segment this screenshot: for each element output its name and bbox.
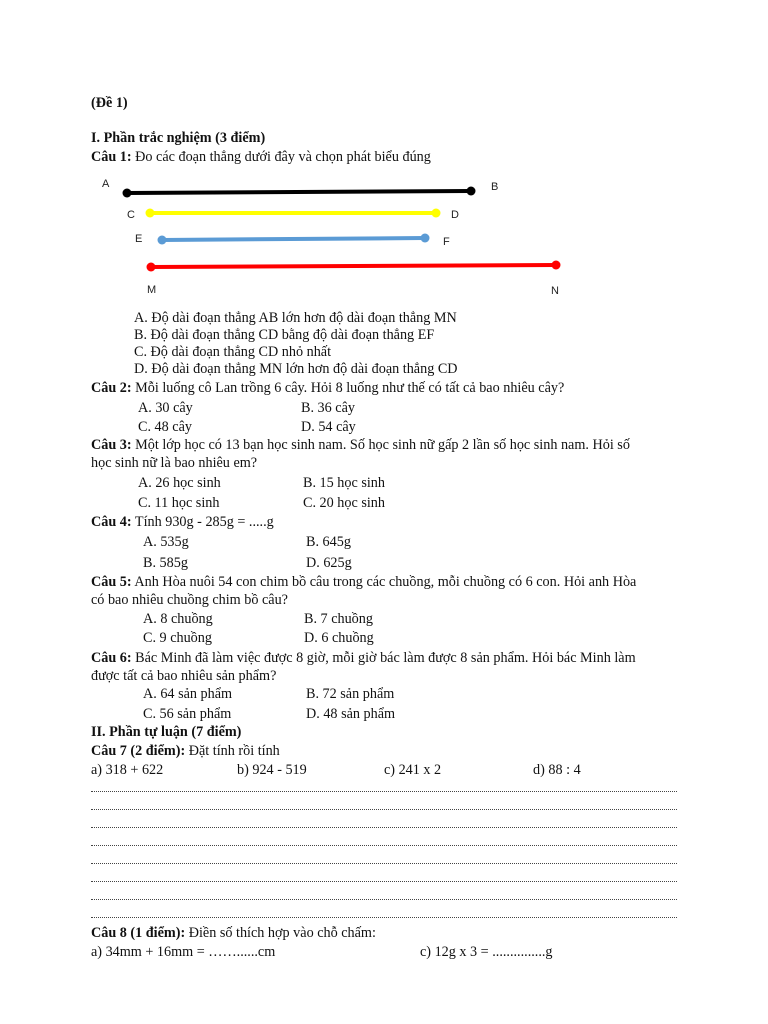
q1-option-a: A. Độ dài đoạn thẳng AB lớn hơn độ dài đoạn thẳng MN [134,310,457,326]
question-1-text: Đo các đoạn thẳng dưới đây và chọn phát biểu đúng [135,149,431,165]
label-C: C [127,209,135,221]
q3-option-b: B. 15 học sinh [303,475,385,491]
question-8-text: Điền số thích hợp vào chỗ chấm: [188,925,376,941]
question-3 [91,437,630,454]
question-4-number: Câu 4: [91,514,132,530]
q2-option-a: A. 30 cây [138,400,193,416]
part2-title: II. Phần tự luận (7 điểm) [91,724,242,740]
question-2 [91,380,564,397]
q2-option-b: B. 36 cây [301,400,355,416]
q4-option-d: D. 625g [306,555,352,571]
question-2-text: Mỗi luống cô Lan trồng 6 cây. Hỏi 8 luống như thế có tất cả bao nhiêu cây? [135,380,565,396]
q2-option-c: C. 48 cây [138,419,192,435]
q7-item-b: b) 924 - 519 [237,762,307,778]
label-D: D [451,209,459,221]
question-7 [91,743,280,760]
label-B: B [491,181,499,193]
q1-option-d: D. Độ dài đoạn thẳng MN lớn hơn độ dài đoạn thẳng CD [134,361,458,377]
answer-line [91,827,677,829]
q4-option-b: B. 645g [306,534,351,550]
q3-option-a: A. 26 học sinh [138,475,221,491]
question-4 [91,514,274,531]
q3-option-c: C. 11 học sinh [138,495,220,511]
q8-item-a: a) 34mm + 16mm = ……......cm [91,944,276,960]
answer-line [91,917,677,919]
point-F [421,234,430,243]
q2-option-d: D. 54 cây [301,419,356,435]
question-5-text-line2: có bao nhiêu chuồng chim bồ câu? [91,592,288,608]
question-8 [91,925,376,942]
q6-option-c: C. 56 sản phẩm [143,706,232,722]
q5-option-c: C. 9 chuồng [143,630,212,646]
q1-option-c: C. Độ dài đoạn thẳng CD nhỏ nhất [134,344,332,360]
q5-option-d: D. 6 chuồng [304,630,374,646]
q5-option-a: A. 8 chuồng [143,611,213,627]
segment-MN [151,265,556,267]
q6-option-b: B. 72 sản phẩm [306,686,395,702]
answer-line [91,899,677,901]
label-F: F [443,236,450,248]
question-3-text-line2: học sinh nữ là bao nhiêu em? [91,455,258,471]
label-N: N [551,285,559,297]
label-M: M [147,284,157,296]
point-E [158,236,167,245]
point-C [146,209,155,218]
q4-option-c: B. 585g [143,555,188,571]
point-M [147,263,156,272]
question-2-number: Câu 2: [91,380,132,396]
question-6-number: Câu 6: [91,650,132,666]
question-1-number: Câu 1: [91,149,132,165]
point-D [432,209,441,218]
question-7-text: Đặt tính rồi tính [188,743,280,759]
q5-option-b: B. 7 chuồng [304,611,373,627]
q7-item-d: d) 88 : 4 [533,762,581,778]
segment-EF [162,238,425,240]
question-5 [91,574,636,591]
q3-option-d: C. 20 học sinh [303,495,385,511]
question-5-number: Câu 5: [91,574,132,590]
q4-option-a: A. 535g [143,534,189,550]
q7-item-a: a) 318 + 622 [91,762,164,778]
question-7-number: Câu 7 (2 điểm): [91,743,186,759]
question-3-number: Câu 3: [91,437,132,453]
answer-line [91,863,677,865]
exam-label: (Đề 1) [91,95,128,111]
question-6-text: Bác Minh đã làm việc được 8 giờ, mỗi giờ bác làm được 8 sản phẩm. Hỏi bác Minh làm [135,650,636,666]
question-6-text-line2: được tất cả bao nhiêu sản phẩm? [91,668,277,684]
answer-line [91,791,677,793]
segments-diagram [0,0,768,310]
q7-item-c: c) 241 x 2 [384,762,442,778]
label-A: A [102,178,110,190]
point-B [467,187,476,196]
answer-line [91,809,677,811]
q6-option-d: D. 48 sản phẩm [306,706,396,722]
q6-option-a: A. 64 sản phẩm [143,686,233,702]
question-3-text: Một lớp học có 13 bạn học sinh nam. Số học sinh nữ gấp 2 lần số học sinh nam. Hỏi số [135,437,630,453]
segment-AB [127,191,471,193]
answer-line [91,845,677,847]
question-4-text: Tính 930g - 285g = .....g [134,514,274,530]
point-A [123,189,132,198]
q1-option-b: B. Độ dài đoạn thẳng CD bằng độ dài đoạn thẳng EF [134,327,435,343]
part1-title: I. Phần trắc nghiệm (3 điểm) [91,130,266,146]
point-N [552,261,561,270]
answer-line [91,881,677,883]
q8-item-c: c) 12g x 3 = ...............g [420,944,553,960]
label-E: E [135,233,143,245]
question-6 [91,650,636,667]
question-5-text: Anh Hòa nuôi 54 con chim bồ câu trong các chuồng, mỗi chuồng có 6 con. Hỏi anh Hòa [134,574,637,590]
question-8-number: Câu 8 (1 điểm): [91,925,186,941]
